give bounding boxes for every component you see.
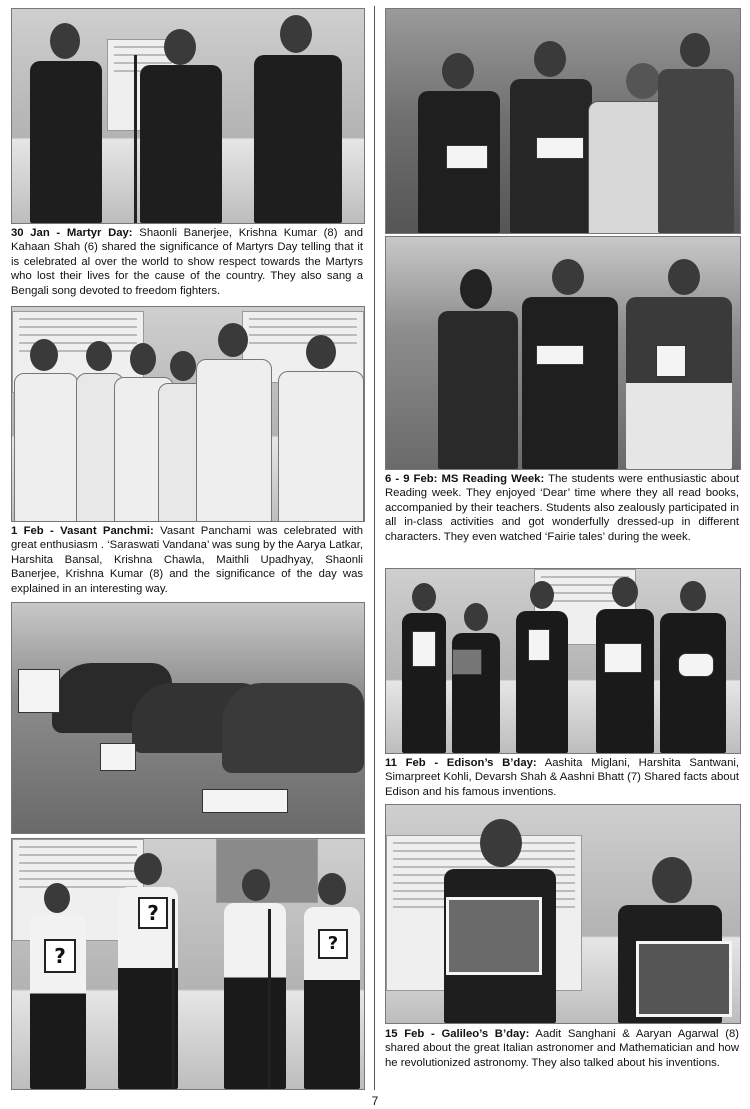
book bbox=[656, 345, 686, 377]
photo-martyr-day bbox=[11, 8, 365, 224]
photo-reading-week-group bbox=[385, 8, 741, 234]
column-divider bbox=[374, 6, 375, 1090]
book bbox=[202, 789, 288, 813]
book bbox=[536, 345, 584, 365]
student-lying-reading bbox=[222, 683, 364, 773]
lamp-prop bbox=[678, 653, 714, 677]
student-figure bbox=[276, 335, 364, 521]
photo-reading-week-costumes bbox=[385, 236, 741, 470]
question-mark-icon: ? bbox=[138, 897, 168, 929]
book bbox=[100, 743, 136, 771]
student-figure bbox=[656, 33, 736, 233]
caption-galileo-bday: 15 Feb - Galileo’s B’day: Aadit Sanghani & Aaryan Agarwal (8) shared about the great Italian astronomer and Mathematician and how he revolutionized astronomy. They also talked about his inventions. bbox=[385, 1028, 740, 1069]
microphone-stand bbox=[134, 55, 137, 223]
student-figure bbox=[302, 873, 362, 1089]
student-figure bbox=[12, 339, 78, 521]
student-figure bbox=[136, 21, 226, 223]
poster-sheet bbox=[636, 941, 732, 1017]
page-number: 7 bbox=[371, 1094, 379, 1108]
poster-sheet bbox=[446, 897, 542, 975]
caption-vasant-panchmi: 1 Feb - Vasant Panchmi: Vasant Panchami was celebrated with great enthusiasm . ‘Saraswati Vandana’ was sung by the Aarya Latkar, Harshita Bansal, Krishna Chawla, Maithli Upadhyay, Shaonli Banerjee, Krishna Kumar (8) and the significance of the day was explained in an interesting way. bbox=[11, 525, 364, 595]
student-figure bbox=[26, 13, 106, 223]
question-mark-icon: ? bbox=[44, 939, 76, 973]
student-figure bbox=[450, 603, 502, 753]
photo-reading-on-grass bbox=[11, 602, 365, 834]
student-figure bbox=[116, 853, 180, 1089]
student-figure bbox=[400, 583, 448, 753]
student-figure bbox=[194, 323, 272, 521]
book bbox=[446, 145, 488, 169]
caption-martyr-day: 30 Jan - Martyr Day: Shaonli Banerjee, Krishna Kumar (8) and Kahaan Shah (6) shared the significance of Martyrs Day telling that it is celebrated al over the world to show respect towards the Martyrs who lost their lives for the cause of the country. They also sang a Bengali song devoted to freedom fighters. bbox=[11, 227, 364, 297]
student-figure bbox=[436, 269, 520, 469]
caption-edison-bday: 11 Feb - Edison’s B’day: Aashita Miglani, Harshita Santwani, Simarpreet Kohli, Devarsh Shah & Aashni Bhatt (7) Shared facts about Edison and his famous inventions. bbox=[385, 757, 739, 798]
poster-sheet bbox=[412, 631, 436, 667]
photo-edison-bday bbox=[385, 568, 741, 754]
photo-galileo-bday bbox=[385, 804, 741, 1024]
student-figure bbox=[222, 869, 288, 1089]
book bbox=[18, 669, 60, 713]
poster-sheet bbox=[452, 649, 482, 675]
caption-reading-week: 6 - 9 Feb: MS Reading Week: The students were enthusiastic about Reading week. They enjoyed ‘Dear’ time where they all read books, accompanied by their teachers. Students also zealously participated in all in-class activities and got wonderfully dressed-up in different characters. They even watched ‘Fairie tales’ during the week. bbox=[385, 473, 739, 543]
microphone-stand bbox=[172, 899, 175, 1089]
student-figure bbox=[514, 581, 570, 753]
photo-vasant-panchmi bbox=[11, 306, 365, 522]
poster-sheet bbox=[528, 629, 550, 661]
student-figure bbox=[28, 883, 88, 1089]
question-mark-icon: ? bbox=[318, 929, 348, 959]
poster-sheet bbox=[604, 643, 642, 673]
photo-question-skit bbox=[11, 838, 365, 1090]
book bbox=[536, 137, 584, 159]
student-figure bbox=[416, 53, 502, 233]
student-figure bbox=[250, 13, 346, 223]
microphone-stand bbox=[268, 909, 271, 1089]
